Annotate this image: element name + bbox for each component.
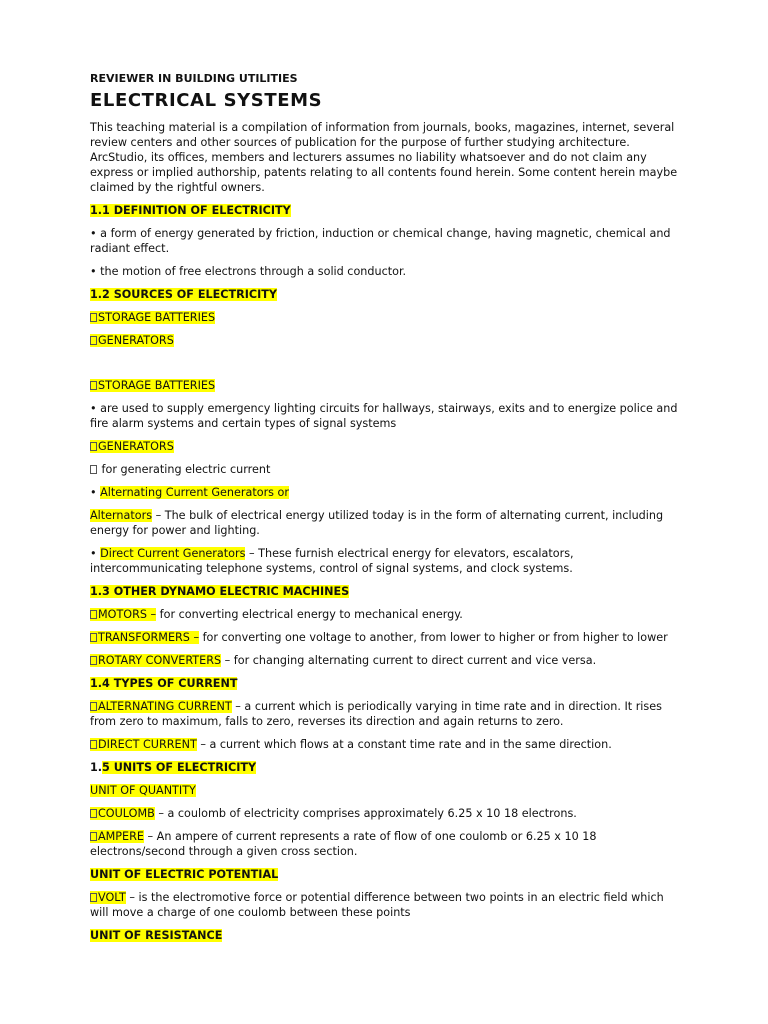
checkbox-glyph-icon: [90, 656, 97, 665]
generators-heading: GENERATORS: [90, 439, 680, 454]
coulomb-line: COULOMB – a coulomb of electricity comprises approximately 6.25 x 10 18 electrons.: [90, 806, 680, 821]
checkbox-glyph-icon: [90, 610, 97, 619]
checkbox-glyph-icon: [90, 381, 97, 390]
checkbox-glyph-icon: [90, 465, 97, 474]
section-heading-current: 1.4 TYPES OF CURRENT: [90, 677, 238, 690]
section-heading-sources: 1.2 SOURCES OF ELECTRICITY: [90, 288, 277, 301]
checkbox-glyph-icon: [90, 313, 97, 322]
unit-of-electric-potential: UNIT OF ELECTRIC POTENTIAL: [90, 868, 279, 881]
source-item-generators: GENERATORS: [90, 333, 680, 348]
section-heading-units: 1.5 UNITS OF ELECTRICITY: [90, 761, 257, 774]
checkbox-glyph-icon: [90, 702, 97, 711]
checkbox-glyph-icon: [90, 633, 97, 642]
storage-batteries-heading: STORAGE BATTERIES: [90, 378, 680, 393]
doc-kicker: REVIEWER IN BUILDING UTILITIES: [90, 72, 298, 85]
definition-bullet-1: • a form of energy generated by friction, induction or chemical change, having magnetic, chemical and radiant effect.: [90, 227, 671, 255]
dc-generators-line: • Direct Current Generators – These furnish electrical energy for elevators, escalators, intercommunicating telephone systems, control of signal systems, and clock systems.: [90, 547, 574, 575]
unit-of-quantity: UNIT OF QUANTITY: [90, 784, 196, 797]
checkbox-glyph-icon: [90, 336, 97, 345]
checkbox-glyph-icon: [90, 740, 97, 749]
source-item-batteries: STORAGE BATTERIES: [90, 310, 680, 325]
section-heading-machines: 1.3 OTHER DYNAMO ELECTRIC MACHINES: [90, 585, 350, 598]
document-page: [90, 71, 680, 951]
ampere-line: AMPERE – An ampere of current represents a rate of flow of one coulomb or 6.25 x 10 18 electrons/second through a given cross section.: [90, 830, 597, 858]
volt-line: VOLT – is the electromotive force or potential difference between two points in an electric field which will move a charge of one coulomb between these points: [90, 891, 664, 919]
ac-generators-line: • Alternating Current Generators or: [90, 486, 289, 499]
doc-title: ELECTRICAL SYSTEMS: [90, 90, 323, 111]
alternating-current-line: ALTERNATING CURRENT – a current which is periodically varying in time rate and in direction. It rises from zero to maximum, falls to zero, reverses its direction and again returns to zero.: [90, 700, 662, 728]
generators-text: for generating electric current: [90, 462, 680, 477]
storage-batteries-text: • are used to supply emergency lighting circuits for hallways, stairways, exits and to energize police and fire alarm systems and certain types of signal systems: [90, 402, 678, 430]
definition-bullet-2: • the motion of free electrons through a solid conductor.: [90, 265, 407, 278]
transformers-line: TRANSFORMERS – for converting one voltage to another, from lower to higher or from higher to lower: [90, 630, 680, 645]
checkbox-glyph-icon: [90, 893, 97, 902]
checkbox-glyph-icon: [90, 832, 97, 841]
unit-of-resistance: UNIT OF RESISTANCE: [90, 929, 223, 942]
alternators-line: Alternators – The bulk of electrical energy utilized today is in the form of alternating current, including energy for power and lighting.: [90, 509, 664, 537]
motors-line: MOTORS – for converting electrical energy to mechanical energy.: [90, 607, 680, 622]
rotary-converters-line: ROTARY CONVERTERS – for changing alternating current to direct current and vice versa.: [90, 653, 680, 668]
direct-current-line: DIRECT CURRENT – a current which flows at a constant time rate and in the same direction.: [90, 737, 680, 752]
intro-paragraph: This teaching material is a compilation of information from journals, books, magazines, internet, several review centers and other sources of publication for the purpose of further studying architecture. ArcStudio, its offices, members and lecturers assumes no liability whatsoever and do not claim any express or implied authorship, patents relating to all contents found herein. Some content herein maybe claimed by the rightful owners.: [90, 121, 678, 194]
section-heading-definition: 1.1 DEFINITION OF ELECTRICITY: [90, 204, 291, 217]
checkbox-glyph-icon: [90, 809, 97, 818]
checkbox-glyph-icon: [90, 442, 97, 451]
